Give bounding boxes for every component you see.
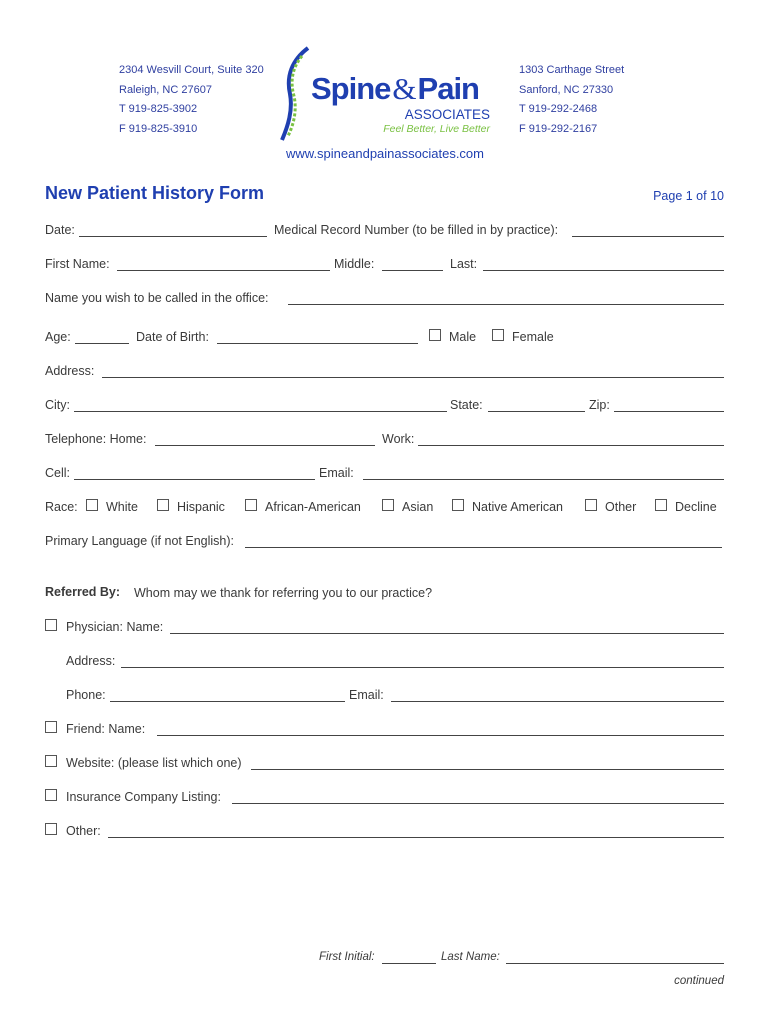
footer-first-initial-label: First Initial: — [319, 951, 375, 963]
age-label: Age: — [45, 330, 71, 344]
physician-phone-label: Phone: — [66, 688, 106, 702]
right-address-block — [519, 61, 624, 139]
work-phone-field[interactable] — [418, 445, 724, 446]
website-link[interactable]: www.spineandpainassociates.com — [286, 146, 484, 161]
insurance-checkbox[interactable] — [45, 789, 57, 801]
city-label: City: — [45, 398, 70, 412]
friend-name-field[interactable] — [157, 735, 724, 736]
date-field[interactable] — [79, 236, 267, 237]
primary-language-label: Primary Language (if not English): — [45, 534, 234, 548]
website-referral-label: Website: (please list which one) — [66, 756, 242, 770]
race-hispanic-checkbox[interactable] — [157, 499, 169, 511]
race-other-label: Other — [605, 500, 637, 514]
last-name-label: Last: — [450, 257, 478, 271]
work-phone-label: Work: — [382, 432, 415, 446]
mrn-label: Medical Record Number (to be filled in by practice): — [274, 223, 559, 237]
physician-phone-field[interactable] — [110, 701, 345, 702]
right-address-line: F 919-292-2167 — [519, 122, 598, 135]
middle-name-label: Middle: — [334, 257, 375, 271]
male-label: Male — [449, 330, 477, 344]
form-title: New Patient History Form — [45, 183, 265, 203]
friend-checkbox[interactable] — [45, 721, 57, 733]
race-decline-label: Decline — [675, 500, 717, 514]
friend-name-label: Friend: Name: — [66, 722, 146, 736]
logo-subtitle: ASSOCIATES — [404, 107, 490, 122]
logo-word-pain: Pain — [417, 71, 479, 106]
insurance-listing-label: Insurance Company Listing: — [66, 790, 221, 804]
right-address-line: Sanford, NC 27330 — [519, 83, 614, 96]
race-white-checkbox[interactable] — [86, 499, 98, 511]
state-label: State: — [450, 398, 483, 412]
age-field[interactable] — [75, 343, 129, 344]
race-native-american-checkbox[interactable] — [452, 499, 464, 511]
first-name-label: First Name: — [45, 257, 110, 271]
race-african-american-label: African-American — [265, 500, 361, 514]
race-label: Race: — [45, 500, 78, 514]
date-label: Date: — [45, 223, 75, 237]
male-checkbox[interactable] — [429, 329, 441, 341]
physician-email-field[interactable] — [391, 701, 724, 702]
email-label: Email: — [319, 466, 354, 480]
zip-label: Zip: — [589, 398, 610, 412]
race-white-label: White — [106, 500, 138, 514]
race-decline-checkbox[interactable] — [655, 499, 667, 511]
continued-note: continued — [674, 975, 724, 987]
other-referral-checkbox[interactable] — [45, 823, 57, 835]
city-field[interactable] — [74, 411, 447, 412]
address-label: Address: — [45, 364, 95, 378]
race-asian-checkbox[interactable] — [382, 499, 394, 511]
physician-email-label: Email: — [349, 688, 384, 702]
address-field[interactable] — [102, 377, 724, 378]
race-african-american-checkbox[interactable] — [245, 499, 257, 511]
dob-label: Date of Birth: — [136, 330, 209, 344]
race-asian-label: Asian — [402, 500, 434, 514]
logo-tagline: Feel Better, Live Better — [383, 123, 490, 135]
logo — [278, 46, 498, 142]
referred-by-question: Whom may we thank for referring you to our practice? — [134, 586, 433, 600]
website-checkbox[interactable] — [45, 755, 57, 767]
race-other-checkbox[interactable] — [585, 499, 597, 511]
physician-checkbox[interactable] — [45, 619, 57, 631]
dob-field[interactable] — [217, 343, 418, 344]
last-name-field[interactable] — [483, 270, 724, 271]
physician-name-field[interactable] — [170, 633, 724, 634]
insurance-listing-field[interactable] — [232, 803, 724, 804]
race-hispanic-label: Hispanic — [177, 500, 225, 514]
other-referral-field[interactable] — [108, 837, 724, 838]
left-address-line: 2304 Wesvill Court, Suite 320 — [119, 64, 264, 76]
home-phone-field[interactable] — [155, 445, 375, 446]
right-address-line: T 919-292-2468 — [519, 103, 598, 115]
footer-last-name-label: Last Name: — [441, 951, 500, 963]
left-address-block — [119, 61, 264, 139]
physician-address-label: Address: — [66, 654, 116, 668]
cell-phone-label: Cell: — [45, 466, 71, 480]
state-field[interactable] — [488, 411, 585, 412]
cell-phone-field[interactable] — [74, 479, 315, 480]
mrn-field[interactable] — [572, 236, 724, 237]
left-address-line: Raleigh, NC 27607 — [119, 83, 212, 96]
footer-last-name-field[interactable] — [506, 963, 724, 964]
preferred-name-field[interactable] — [288, 304, 724, 305]
female-checkbox[interactable] — [492, 329, 504, 341]
referred-by-heading: Referred By: — [45, 585, 121, 599]
page-number: Page 1 of 10 — [653, 189, 724, 203]
logo-ampersand: & — [392, 71, 416, 106]
first-name-field[interactable] — [117, 270, 330, 271]
home-phone-label: Telephone: Home: — [45, 432, 147, 446]
email-field[interactable] — [363, 479, 724, 480]
logo-word-spine: Spine — [311, 71, 391, 106]
race-native-american-label: Native American — [472, 500, 564, 514]
preferred-name-label: Name you wish to be called in the office: — [45, 291, 269, 305]
footer-first-initial-field[interactable] — [382, 963, 436, 964]
zip-field[interactable] — [614, 411, 724, 412]
other-referral-label: Other: — [66, 824, 101, 838]
physician-address-field[interactable] — [121, 667, 724, 668]
website-referral-field[interactable] — [251, 769, 724, 770]
left-address-line: F 919-825-3910 — [119, 122, 198, 135]
middle-name-field[interactable] — [382, 270, 443, 271]
physician-name-label: Physician: Name: — [66, 620, 164, 634]
primary-language-field[interactable] — [245, 547, 722, 548]
left-address-line: T 919-825-3902 — [119, 103, 198, 115]
right-address-line: 1303 Carthage Street — [519, 64, 625, 76]
female-label: Female — [512, 330, 554, 344]
